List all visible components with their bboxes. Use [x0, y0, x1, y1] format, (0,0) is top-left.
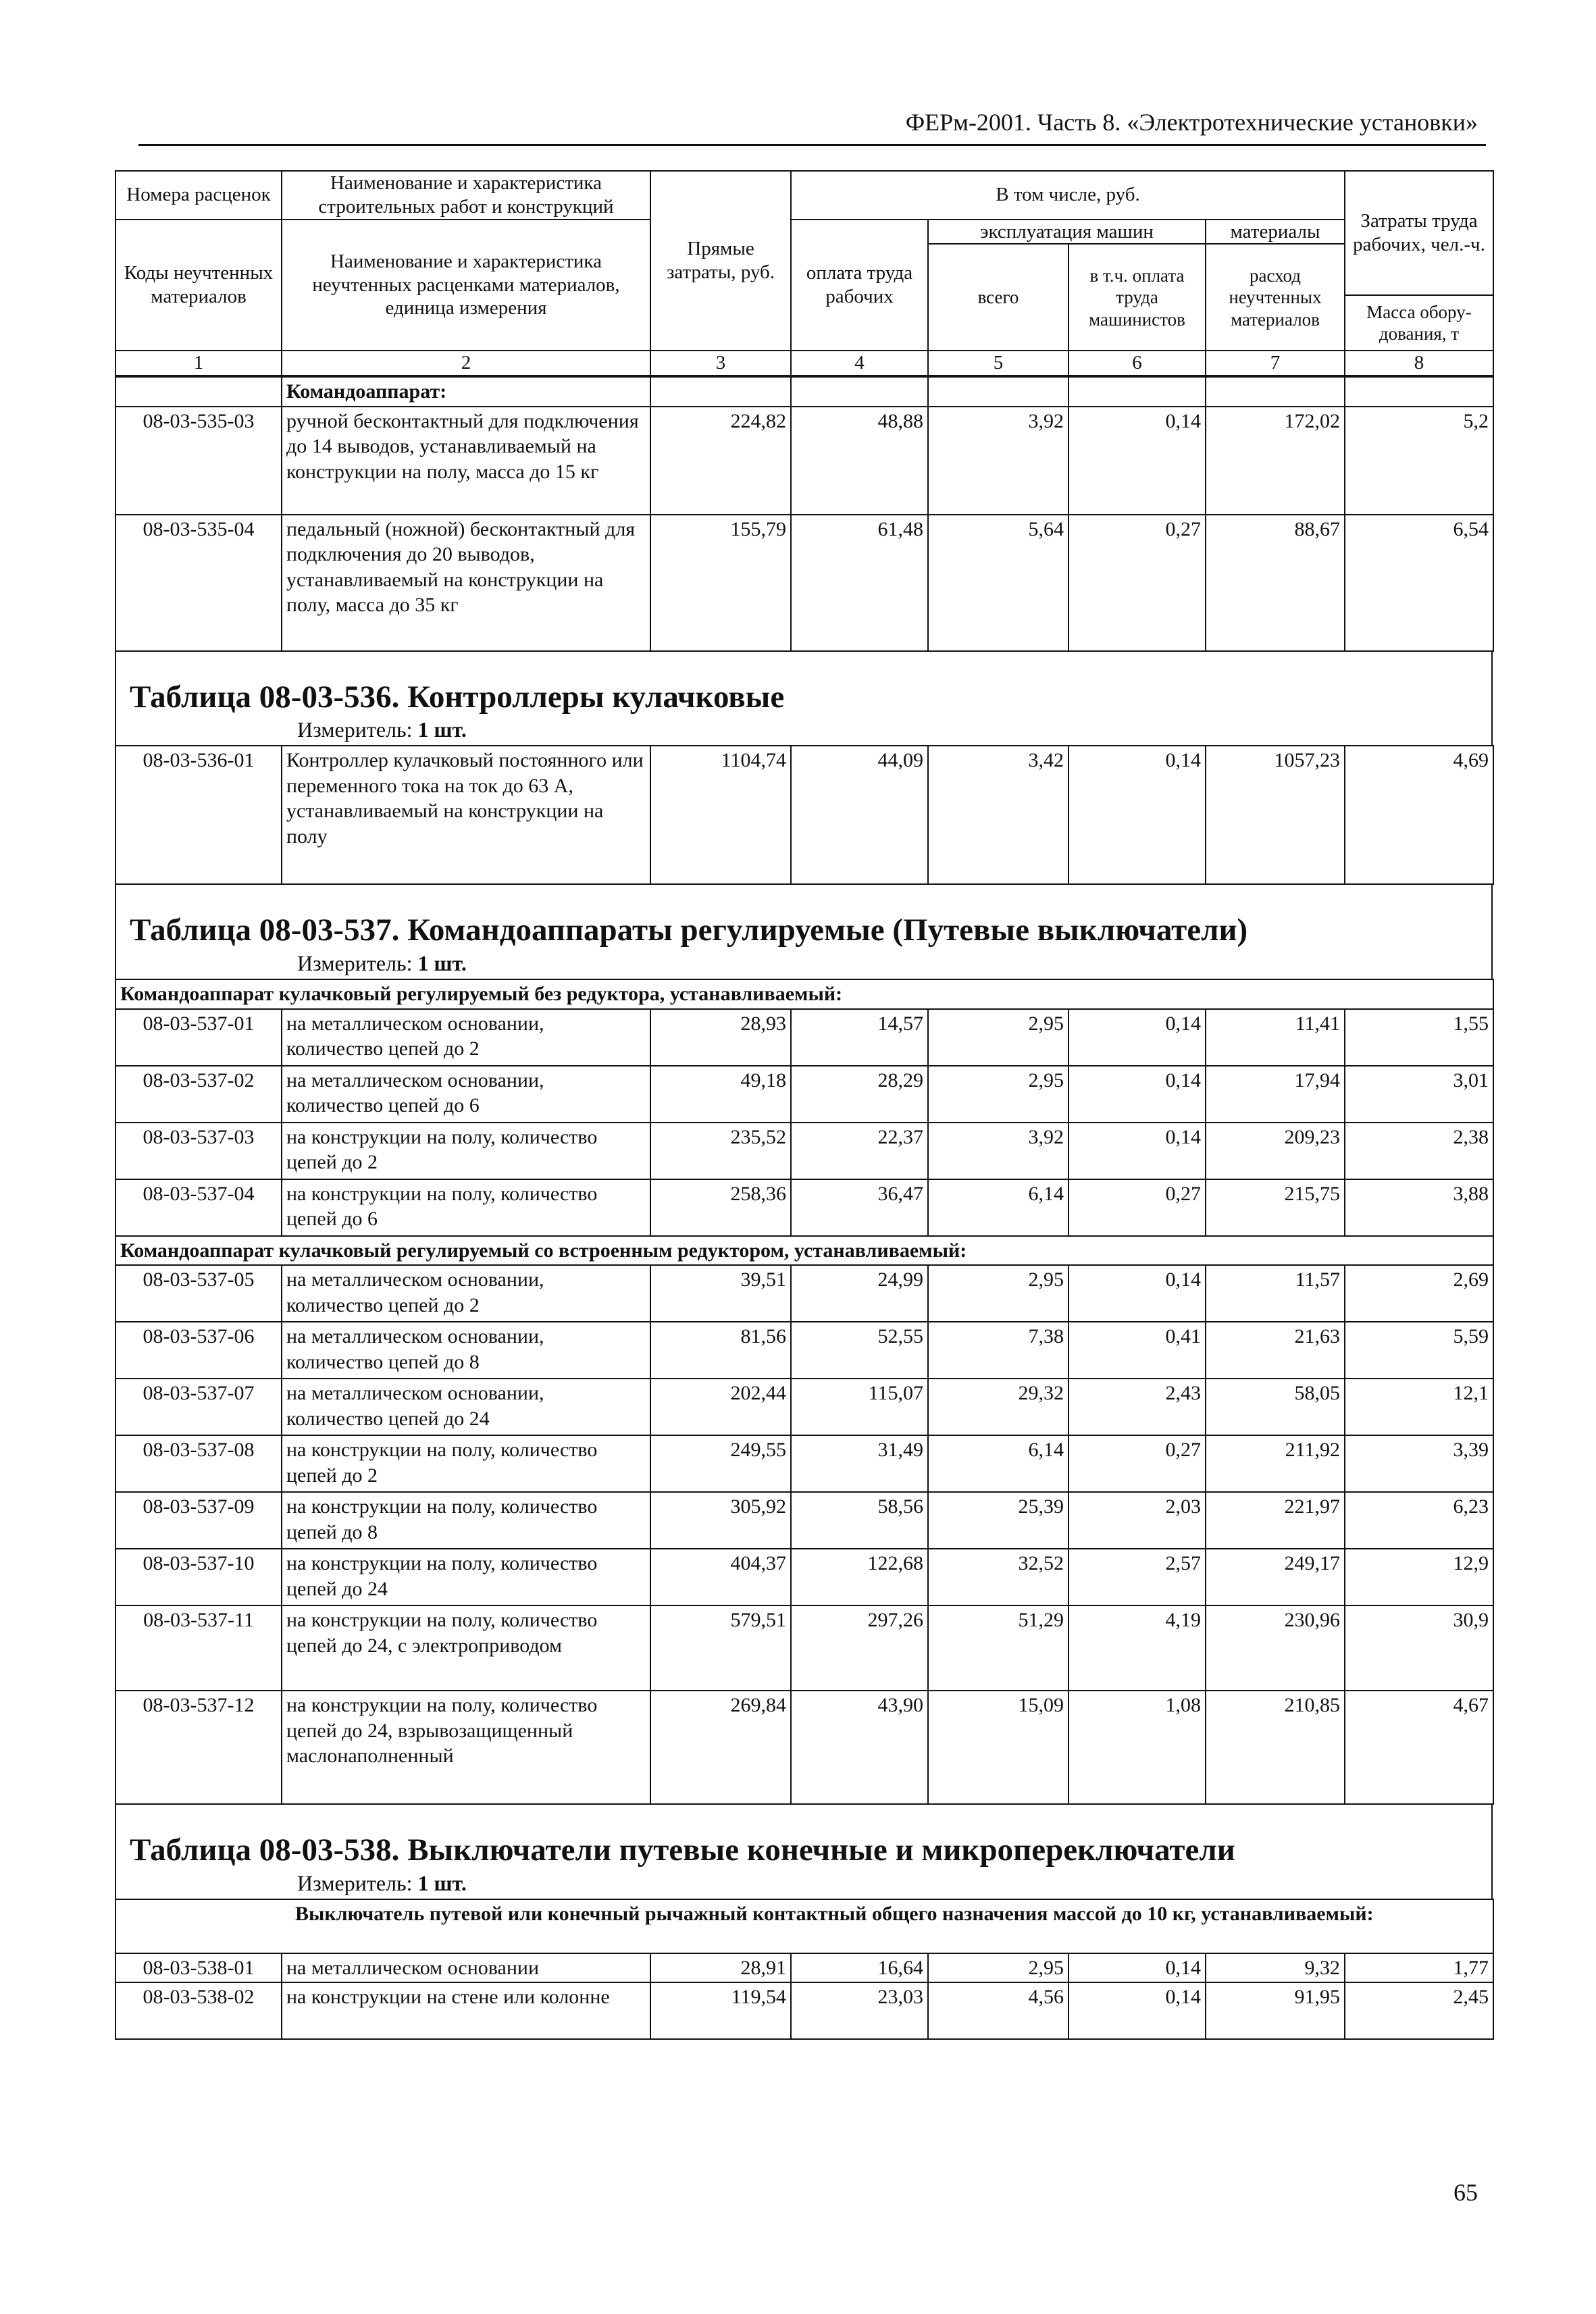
rate-code: 08-03-537-09: [115, 1492, 282, 1549]
machine-cost: 2,95: [928, 1265, 1069, 1322]
labor-cost: 31,49: [791, 1435, 928, 1492]
labor-cost: 36,47: [791, 1179, 928, 1236]
materials-cost: 91,95: [1206, 1982, 1345, 2039]
direct-cost: 305,92: [650, 1492, 791, 1549]
operator-cost: 0,14: [1069, 1953, 1206, 1983]
direct-cost: 249,55: [650, 1435, 791, 1492]
machine-cost: 3,92: [928, 1123, 1069, 1179]
rate-name: на конструкции на полу, количество цепей до 24, взрывозащищенный маслонаполненный: [282, 1691, 650, 1804]
table-row: [115, 1265, 1493, 1322]
labor-hours: 30,9: [1345, 1605, 1493, 1691]
direct-cost: 119,54: [650, 1982, 791, 2039]
machine-cost: 4,56: [928, 1982, 1069, 2039]
header-col6: в т.ч. оплата труда машинистов: [1069, 244, 1206, 351]
labor-hours: 12,9: [1345, 1549, 1493, 1605]
header-col1-top: Номера расценок: [115, 171, 282, 220]
header-col8-bottom: Масса обору-дования, т: [1345, 295, 1493, 351]
unit-value: 1 шт.: [417, 717, 467, 742]
header-col3: Прямые затраты, руб.: [650, 171, 791, 351]
labor-cost: 48,88: [791, 407, 928, 515]
labor-hours: 6,23: [1345, 1492, 1493, 1549]
materials-cost: 209,23: [1206, 1123, 1345, 1179]
machine-cost: 3,92: [928, 407, 1069, 515]
table-row: [115, 1953, 1493, 1983]
operator-cost: 0,14: [1069, 1982, 1206, 2039]
rate-name: Контроллер кулачковый постоянного или переменного тока на ток до 63 А, устанавливаемый на конструкции на полу: [282, 746, 650, 884]
col-number: 6: [1069, 351, 1206, 376]
operator-cost: 0,14: [1069, 746, 1206, 884]
machine-cost: 51,29: [928, 1605, 1069, 1691]
table-row: [115, 1066, 1493, 1123]
header-col5: всего: [928, 244, 1069, 351]
rate-code: 08-03-537-02: [115, 1066, 282, 1123]
direct-cost: 235,52: [650, 1123, 791, 1179]
direct-cost: 404,37: [650, 1549, 791, 1605]
labor-hours: 4,69: [1345, 746, 1493, 884]
labor-hours: 1,55: [1345, 1009, 1493, 1066]
rate-name: на металлическом основании, количество цепей до 8: [282, 1322, 650, 1379]
rate-code: 08-03-536-01: [115, 746, 282, 884]
materials-cost: 211,92: [1206, 1435, 1345, 1492]
materials-cost: 21,63: [1206, 1322, 1345, 1379]
operator-cost: 0,27: [1069, 1435, 1206, 1492]
machine-cost: 2,95: [928, 1009, 1069, 1066]
rate-name: на конструкции на полу, количество цепей до 2: [282, 1435, 650, 1492]
machine-cost: 5,64: [928, 515, 1069, 651]
labor-hours: 2,38: [1345, 1123, 1493, 1179]
operator-cost: 0,14: [1069, 407, 1206, 515]
direct-cost: 28,91: [650, 1953, 791, 1983]
column-header-table: [115, 170, 1494, 376]
rate-name: на конструкции на полу, количество цепей до 8: [282, 1492, 650, 1549]
table-row: [115, 1492, 1493, 1549]
materials-cost: 1057,23: [1206, 746, 1345, 884]
labor-cost: 61,48: [791, 515, 928, 651]
labor-cost: 22,37: [791, 1123, 928, 1179]
group-heading: Командоаппарат кулачковый регулируемый без редуктора, устанавливаемый:: [115, 979, 1493, 1009]
direct-cost: 39,51: [650, 1265, 791, 1322]
rate-code: 08-03-537-05: [115, 1265, 282, 1322]
empty-cell: [115, 377, 282, 407]
rate-code: 08-03-537-01: [115, 1009, 282, 1066]
operator-cost: 1,08: [1069, 1691, 1206, 1804]
rate-name: ручной бесконтактный для подключения до 14 выводов, устанавливаемый на конструкции на полу, масса до 15 кг: [282, 407, 650, 515]
rate-code: 08-03-538-02: [115, 1982, 282, 2039]
labor-cost: 115,07: [791, 1379, 928, 1435]
table-title: Таблица 08-03-536. Контроллеры кулачковые: [130, 679, 785, 715]
rate-code: 08-03-537-06: [115, 1322, 282, 1379]
materials-cost: 58,05: [1206, 1379, 1345, 1435]
rate-code: 08-03-537-12: [115, 1691, 282, 1804]
direct-cost: 202,44: [650, 1379, 791, 1435]
col-number: 2: [282, 351, 650, 376]
table-537: [115, 979, 1494, 1805]
price-sheet: [115, 170, 1493, 2040]
direct-cost: 49,18: [650, 1066, 791, 1123]
rate-name: на металлическом основании: [282, 1953, 650, 1983]
labor-cost: 16,64: [791, 1953, 928, 1983]
unit-label: Измеритель:: [297, 1870, 413, 1895]
labor-hours: 5,59: [1345, 1322, 1493, 1379]
rate-name: на конструкции на полу, количество цепей до 2: [282, 1123, 650, 1179]
header-col8-top: Затраты труда рабочих, чел.-ч.: [1345, 171, 1493, 295]
labor-hours: 6,54: [1345, 515, 1493, 651]
rate-name: на конструкции на стене или колонне: [282, 1982, 650, 2039]
table-title: Таблица 08-03-538. Выключатели путевые конечные и микропереключатели: [130, 1832, 1235, 1868]
rate-code: 08-03-537-10: [115, 1549, 282, 1605]
labor-cost: 297,26: [791, 1605, 928, 1691]
table-row: [115, 1549, 1493, 1605]
rate-name: педальный (ножной) бесконтактный для подключения до 20 выводов, устанавливаемый на конструкции на полу, масса до 35 кг: [282, 515, 650, 651]
unit-label: Измеритель:: [297, 717, 413, 742]
labor-cost: 23,03: [791, 1982, 928, 2039]
rate-code: 08-03-537-08: [115, 1435, 282, 1492]
table-row: [115, 515, 1493, 651]
labor-cost: 58,56: [791, 1492, 928, 1549]
col-number: 3: [650, 351, 791, 376]
table-536: [115, 745, 1494, 885]
labor-hours: 3,01: [1345, 1066, 1493, 1123]
group-heading: Выключатель путевой или конечный рычажный контактный общего назначения массой до 10 кг, устанавливаемый:: [115, 1899, 1493, 1953]
labor-cost: 44,09: [791, 746, 928, 884]
rate-code: 08-03-537-11: [115, 1605, 282, 1691]
direct-cost: 224,82: [650, 407, 791, 515]
col-number: 1: [115, 351, 282, 376]
labor-hours: 3,88: [1345, 1179, 1493, 1236]
materials-cost: 9,32: [1206, 1953, 1345, 1983]
operator-cost: 2,57: [1069, 1549, 1206, 1605]
page-number: 65: [1453, 2179, 1478, 2206]
table-row: [115, 1982, 1493, 2039]
labor-cost: 24,99: [791, 1265, 928, 1322]
table-row: [115, 407, 1493, 515]
rate-code: 08-03-538-01: [115, 1953, 282, 1983]
direct-cost: 269,84: [650, 1691, 791, 1804]
materials-cost: 215,75: [1206, 1179, 1345, 1236]
operator-cost: 4,19: [1069, 1605, 1206, 1691]
section-535-table: [115, 376, 1494, 652]
rate-code: 08-03-535-03: [115, 407, 282, 515]
header-group-mat: материалы: [1206, 220, 1345, 245]
rate-code: 08-03-535-04: [115, 515, 282, 651]
table-title: Таблица 08-03-537. Командоаппараты регулируемые (Путевые выключатели): [130, 912, 1248, 948]
rate-name: на металлическом основании, количество цепей до 6: [282, 1066, 650, 1123]
header-group-incl: В том числе, руб.: [791, 171, 1345, 220]
table-row: [115, 1009, 1493, 1066]
labor-cost: 14,57: [791, 1009, 928, 1066]
unit-value: 1 шт.: [417, 951, 467, 976]
col-number: 8: [1345, 351, 1493, 376]
direct-cost: 155,79: [650, 515, 791, 651]
table-row: [115, 1435, 1493, 1492]
table-row: [115, 1179, 1493, 1236]
labor-hours: 2,69: [1345, 1265, 1493, 1322]
rate-name: на металлическом основании, количество цепей до 2: [282, 1265, 650, 1322]
labor-hours: 12,1: [1345, 1379, 1493, 1435]
labor-hours: 2,45: [1345, 1982, 1493, 2039]
table-row: [115, 746, 1493, 884]
operator-cost: 0,14: [1069, 1066, 1206, 1123]
rate-code: 08-03-537-04: [115, 1179, 282, 1236]
materials-cost: 249,17: [1206, 1549, 1345, 1605]
header-col2-bottom: Наименование и характеристика неучтенных расценками материалов, единица измерения: [282, 220, 650, 351]
machine-cost: 2,95: [928, 1066, 1069, 1123]
materials-cost: 172,02: [1206, 407, 1345, 515]
labor-cost: 52,55: [791, 1322, 928, 1379]
materials-cost: 221,97: [1206, 1492, 1345, 1549]
machine-cost: 15,09: [928, 1691, 1069, 1804]
operator-cost: 0,27: [1069, 515, 1206, 651]
materials-cost: 210,85: [1206, 1691, 1345, 1804]
col-number: 4: [791, 351, 928, 376]
header-col1-bottom: Коды неучтенных материалов: [115, 220, 282, 351]
labor-hours: 5,2: [1345, 407, 1493, 515]
direct-cost: 1104,74: [650, 746, 791, 884]
direct-cost: 81,56: [650, 1322, 791, 1379]
rate-name: на металлическом основании, количество цепей до 2: [282, 1009, 650, 1066]
direct-cost: 579,51: [650, 1605, 791, 1691]
direct-cost: 28,93: [650, 1009, 791, 1066]
machine-cost: 6,14: [928, 1435, 1069, 1492]
materials-cost: 230,96: [1206, 1605, 1345, 1691]
unit-line: [116, 1868, 1491, 1899]
col-number: 7: [1206, 351, 1345, 376]
header-col2-top: Наименование и характеристика строительных работ и конструкций: [282, 171, 650, 220]
operator-cost: 0,14: [1069, 1123, 1206, 1179]
materials-cost: 88,67: [1206, 515, 1345, 651]
table-row: [115, 1691, 1493, 1804]
header-rule: [138, 144, 1486, 146]
table-row: [115, 1322, 1493, 1379]
operator-cost: 0,14: [1069, 1265, 1206, 1322]
rate-name: на конструкции на полу, количество цепей до 24: [282, 1549, 650, 1605]
running-header: ФЕРм-2001. Часть 8. «Электротехнические установки»: [905, 109, 1478, 136]
labor-hours: 3,39: [1345, 1435, 1493, 1492]
unit-line: [116, 948, 1491, 979]
rate-code: 08-03-537-07: [115, 1379, 282, 1435]
rate-name: на конструкции на полу, количество цепей до 24, с электроприводом: [282, 1605, 650, 1691]
group-heading: Командоаппарат кулачковый регулируемый со встроенным редуктором, устанавливаемый:: [115, 1236, 1493, 1266]
table-538-heading: [115, 1805, 1493, 1899]
unit-value: 1 шт.: [417, 1870, 467, 1895]
materials-cost: 11,41: [1206, 1009, 1345, 1066]
group-label: Командоаппарат:: [282, 377, 650, 407]
labor-cost: 43,90: [791, 1691, 928, 1804]
rate-name: на конструкции на полу, количество цепей до 6: [282, 1179, 650, 1236]
machine-cost: 6,14: [928, 1179, 1069, 1236]
rate-name: на металлическом основании, количество цепей до 24: [282, 1379, 650, 1435]
header-group-mach: эксплуатация машин: [928, 220, 1206, 245]
operator-cost: 2,43: [1069, 1379, 1206, 1435]
operator-cost: 2,03: [1069, 1492, 1206, 1549]
unit-label: Измеритель:: [297, 951, 413, 976]
machine-cost: 29,32: [928, 1379, 1069, 1435]
direct-cost: 258,36: [650, 1179, 791, 1236]
table-537-heading: [115, 885, 1493, 979]
labor-cost: 28,29: [791, 1066, 928, 1123]
table-row: [115, 1379, 1493, 1435]
operator-cost: 0,41: [1069, 1322, 1206, 1379]
machine-cost: 2,95: [928, 1953, 1069, 1983]
machine-cost: 25,39: [928, 1492, 1069, 1549]
operator-cost: 0,14: [1069, 1009, 1206, 1066]
operator-cost: 0,27: [1069, 1179, 1206, 1236]
header-col4: оплата труда рабочих: [791, 220, 928, 351]
table-row: [115, 1123, 1493, 1179]
rate-code: 08-03-537-03: [115, 1123, 282, 1179]
header-col7: расход неучтенных материалов: [1206, 244, 1345, 351]
materials-cost: 11,57: [1206, 1265, 1345, 1322]
machine-cost: 7,38: [928, 1322, 1069, 1379]
unit-line: [116, 715, 1491, 745]
table-538: [115, 1899, 1494, 2040]
table-536-heading: [115, 652, 1493, 746]
labor-hours: 4,67: [1345, 1691, 1493, 1804]
col-number: 5: [928, 351, 1069, 376]
labor-cost: 122,68: [791, 1549, 928, 1605]
machine-cost: 3,42: [928, 746, 1069, 884]
machine-cost: 32,52: [928, 1549, 1069, 1605]
table-row: [115, 1605, 1493, 1691]
materials-cost: 17,94: [1206, 1066, 1345, 1123]
labor-hours: 1,77: [1345, 1953, 1493, 1983]
